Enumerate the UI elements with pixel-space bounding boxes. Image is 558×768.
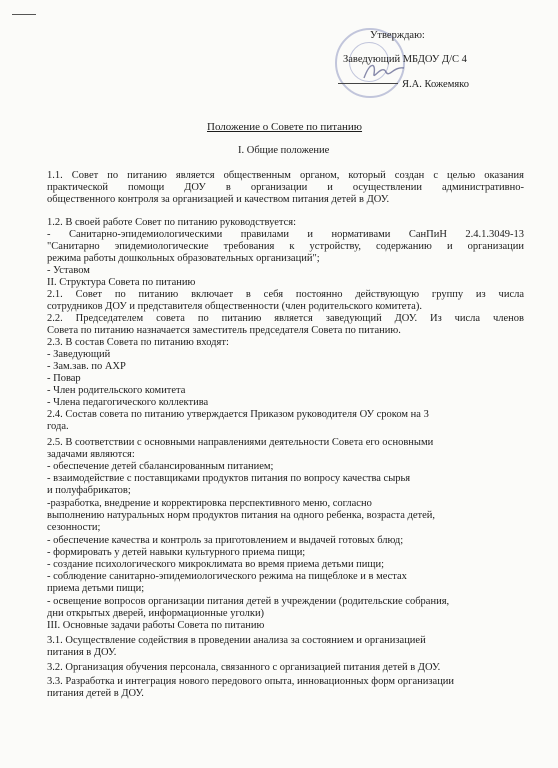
approver-position: Заведующий МБДОУ Д/С 4 bbox=[343, 54, 467, 65]
clause-line: 2.5. В соответствии с основными направлениями деятельности Совета его основными bbox=[47, 437, 434, 448]
list-item: - взаимодействие с поставщиками продуктов питания по вопросу качества сырья bbox=[47, 473, 411, 484]
clause-line: питания в ДОУ. bbox=[47, 647, 117, 658]
list-item: - Заведующий bbox=[47, 349, 111, 360]
clause-line: - Санитарно-эпидемиологическими правилами и нормативами СанПиН 2.4.1.3049-13 bbox=[47, 229, 524, 240]
clause-line: 2.2. Председателем совета по питанию является заведующий ДОУ. Из числа членов bbox=[47, 313, 524, 324]
clause-line: Совета по питанию назначается заместитель председателя Совета по питанию. bbox=[47, 325, 401, 336]
clause-line: задачами являются: bbox=[47, 449, 135, 460]
clause-line: "Санитарно эпидемиологические требования к устройству, содержанию и организации bbox=[47, 241, 524, 252]
clause-line: 2.1. Совет по питанию включает в себя постоянно действующую группу из числа bbox=[47, 289, 524, 300]
list-item: - создание психологического микроклимата во время приема детьми пищи; bbox=[47, 559, 385, 570]
list-item: - обеспечение детей сбалансированным питанием; bbox=[47, 461, 274, 472]
list-item: дни открытых дверей, информационные уголки) bbox=[47, 608, 265, 619]
list-item: - Член родительского комитета bbox=[47, 385, 186, 396]
clause-line: 2.3. В состав Совета по питанию входят: bbox=[47, 337, 229, 348]
section-1-heading: I. Общие положение bbox=[238, 145, 330, 156]
list-item: приема детьми пищи; bbox=[47, 583, 145, 594]
document-title: Положение о Совете по питанию bbox=[207, 121, 363, 133]
clause-line: режима работы дошкольных образовательных организаций"; bbox=[47, 253, 320, 264]
clause-line: питания детей в ДОУ. bbox=[47, 688, 144, 699]
list-item: выполнению натуральных норм продуктов питания на одного ребенка, возраста детей, bbox=[47, 510, 436, 521]
clause-line: 3.2. Организация обучения персонала, связанного с организацией питания детей в ДОУ. bbox=[47, 662, 441, 673]
list-item: - Зам.зав. по АХР bbox=[47, 361, 126, 372]
list-item: сезонности; bbox=[47, 522, 101, 533]
list-item: - Повар bbox=[47, 373, 81, 384]
list-item: и полуфабрикатов; bbox=[47, 485, 131, 496]
approve-label: Утверждаю: bbox=[370, 30, 425, 41]
list-item: - освещение вопросов организации питания детей в учреждении (родительские собрания, bbox=[47, 596, 450, 607]
clause-line: 3.1. Осуществление содействия в проведении анализа за состоянием и организацией bbox=[47, 635, 426, 646]
list-item: - Члена педагогического коллектива bbox=[47, 397, 209, 408]
clause-line: 1.1. Совет по питанию является общественным органом, который создан с целью оказания bbox=[47, 170, 524, 181]
approver-name: Я.А. Кожемяко bbox=[402, 79, 469, 90]
list-item: - обеспечение качества и контроль за приготовлением и выдачей готовых блюд; bbox=[47, 535, 404, 546]
scan-edge-mark bbox=[12, 14, 36, 15]
section-3-heading: III. Основные задачи работы Совета по питанию bbox=[47, 620, 265, 631]
clause-line: 2.4. Состав совета по питанию утверждается Приказом руководителя ОУ сроком на 3 bbox=[47, 409, 429, 420]
clause-line: 1.2. В своей работе Совет по питанию руководствуется: bbox=[47, 217, 297, 228]
list-item: - соблюдение санитарно-эпидемиологического режима на пищеблоке и в местах bbox=[47, 571, 407, 582]
list-item: -разработка, внедрение и корректировка перспективного меню, согласно bbox=[47, 498, 372, 509]
clause-line: - Уставом bbox=[47, 265, 90, 276]
clause-line: сотрудников ДОУ и представителя общественности (член родительского комитета). bbox=[47, 301, 422, 312]
list-item: - формировать у детей навыки культурного приема пищи; bbox=[47, 547, 306, 558]
section-2-heading: II. Структура Совета по питанию bbox=[47, 277, 196, 288]
signature-line bbox=[338, 83, 398, 84]
clause-line: года. bbox=[47, 421, 69, 432]
clause-line: практической помощи ДОУ в организации и осуществлении административно- bbox=[47, 182, 524, 193]
clause-line: 3.3. Разработка и интеграция нового передового опыта, инновационных форм организации bbox=[47, 676, 455, 687]
clause-line: общественного контроля за организацией и качеством питания детей в ДОУ. bbox=[47, 194, 390, 205]
